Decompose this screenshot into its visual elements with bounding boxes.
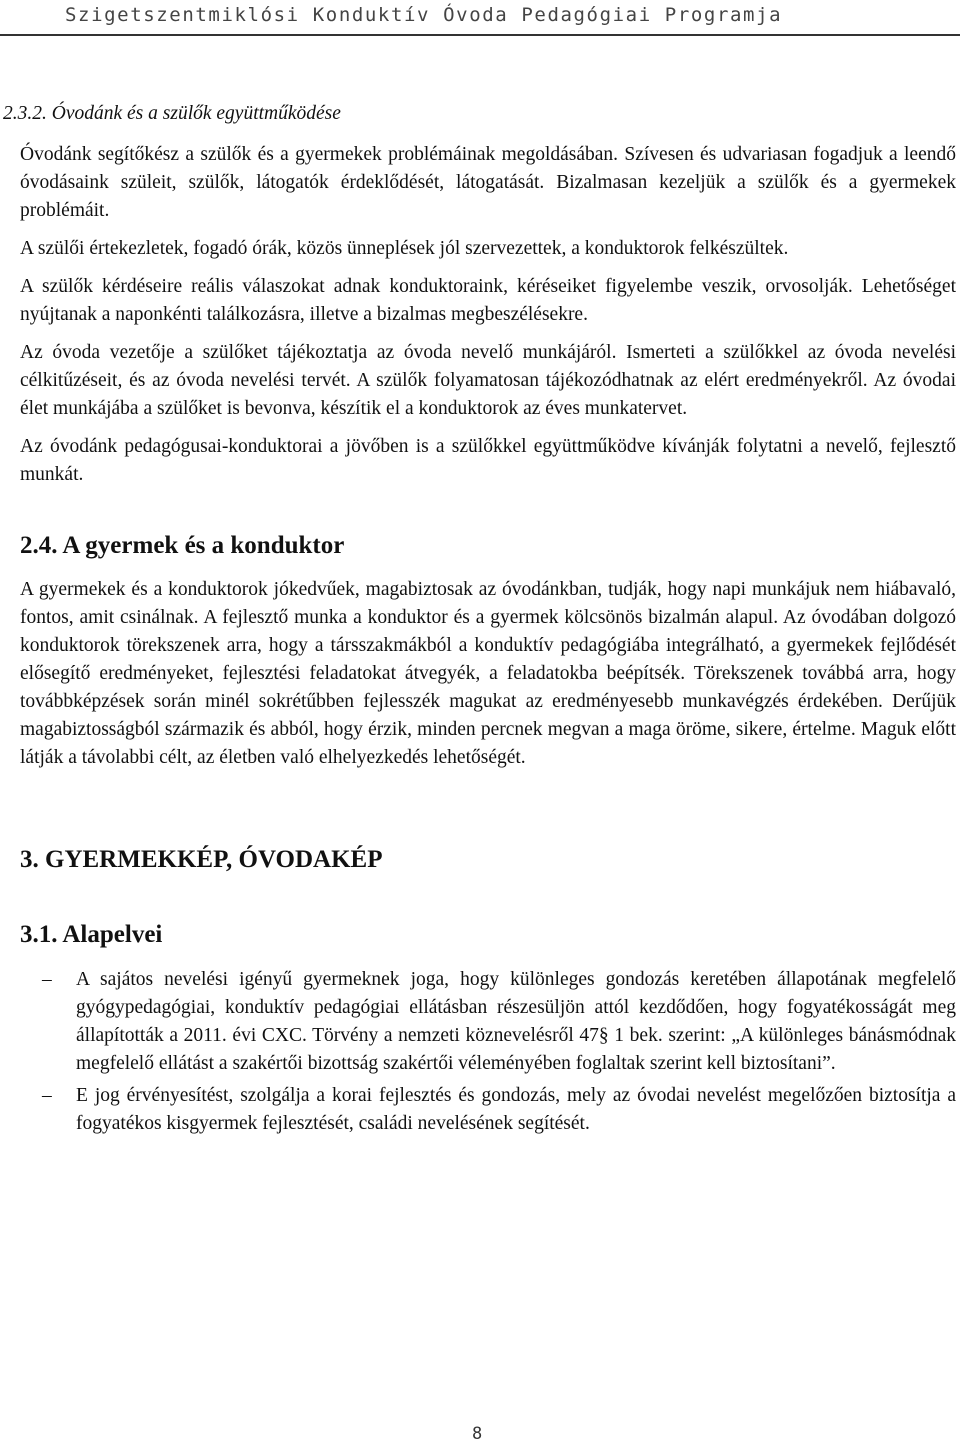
section-2-3-2-paragraph-1: Óvodánk segítőkész a szülők és a gyermekek problémáinak megoldásában. Szívesen és udvariasan fogadjuk a leendő óvodásaink szüleit, szülők, látogatók érdeklődését, látogatását. Bizalmasan kezeljük a szülők és a gyermekek problémáit. bbox=[20, 144, 956, 221]
list-item-text: E jog érvényesítést, szolgálja a korai fejlesztés és gondozás, mely az óvodai nevelést megelőzően biztosítja a fogyatékos kisgyermek fejlesztését, családi nevelésének segítését. bbox=[76, 1085, 956, 1134]
section-3-1-heading: 3.1. Alapelvei bbox=[20, 921, 163, 948]
section-2-3-2-paragraph-4: Az óvoda vezetője a szülőket tájékoztatja az óvoda nevelő munkájáról. Ismerteti a szülőkkel az óvoda nevelési célkitűzéseit, és az óvoda nevelési tervét. A szülők folyamatosan tájékozódhatnak az elért eredményekről. Az óvodai élet munkájába a szülőket is bevonva, készítik el a konduktorok az éves munkatervet. bbox=[20, 342, 956, 419]
dash-bullet-icon: – bbox=[42, 969, 52, 990]
list-item bbox=[20, 1082, 956, 1138]
running-header bbox=[0, 0, 960, 36]
section-3-heading: 3. GYERMEKKÉP, ÓVODAKÉP bbox=[20, 846, 383, 873]
dash-bullet-icon: – bbox=[42, 1085, 52, 1106]
list-item-text: A sajátos nevelési igényű gyermeknek joga, hogy különleges gondozás keretében állapotának megfelelő gyógypedagógiai, konduktív pedagógiai ellátásban részesüljön attól kezdődően, hogy fogyatékosságát meg állapították a 2011. évi CXC. Törvény a nemzeti köznevelésről 47§ 1 bek. szerint: „A különleges bánásmódnak megfelelő ellátást a szakértői bizottság szakértői véleményében foglaltak szerint kell biztosítani”. bbox=[76, 969, 956, 1074]
running-header-title: Szigetszentmiklósi Konduktív Óvoda Pedagógiai Programja bbox=[65, 4, 783, 26]
page-number: 8 bbox=[472, 1424, 483, 1444]
section-2-3-2-paragraph-5: Az óvodánk pedagógusai-konduktorai a jövőben is a szülőkkel együttműködve kívánják folytatni a nevelő, fejlesztő munkát. bbox=[20, 436, 956, 485]
section-2-4-heading: 2.4. A gyermek és a konduktor bbox=[20, 532, 345, 559]
section-3-1-bullet-list bbox=[20, 966, 956, 1138]
section-2-3-2-paragraph-2: A szülői értekezletek, fogadó órák, közös ünneplések jól szervezettek, a konduktorok felkészültek. bbox=[20, 238, 789, 259]
section-2-3-2-paragraph-3: A szülők kérdéseire reális válaszokat adnak konduktoraink, kéréseiket figyelembe veszik, orvosolják. Lehetőséget nyújtanak a naponkénti találkozásra, illetve a bizalmas megbeszélésekre. bbox=[20, 276, 956, 325]
list-item bbox=[20, 966, 956, 1078]
section-2-4-paragraph: A gyermekek és a konduktorok jókedvűek, magabiztosak az óvodánkban, tudják, hogy napi munkájuk nem hiábavaló, fontos, amit csinálnak. A fejlesztő munka a konduktor és a gyermek kölcsönös bizalmán alapul. Az óvodában dolgozó konduktorok törekszenek arra, hogy a társszakmákból a konduktív pedagógiába integrálható, a gyermekek fejlődését elősegítő eredményeket, fejlesztési feladatokat átvegyék, a feladatokba beépítsék. Törekszenek továbbá arra, hogy továbbképzések során minél sokrétűbben fejlesszék magukat az eredményesebb munkavégzés érdekében. Derűjük magabiztosságból származik és abból, hogy érzik, minden percnek megvan a maga öröme, sikere, értelme. Maguk előtt látják a távolabbi célt, az életben való elhelyezkedés lehetőségét. bbox=[20, 579, 956, 768]
page-content bbox=[3, 100, 956, 1142]
section-2-3-2-heading: 2.3.2. Óvodánk és a szülők együttműködése bbox=[3, 103, 341, 124]
